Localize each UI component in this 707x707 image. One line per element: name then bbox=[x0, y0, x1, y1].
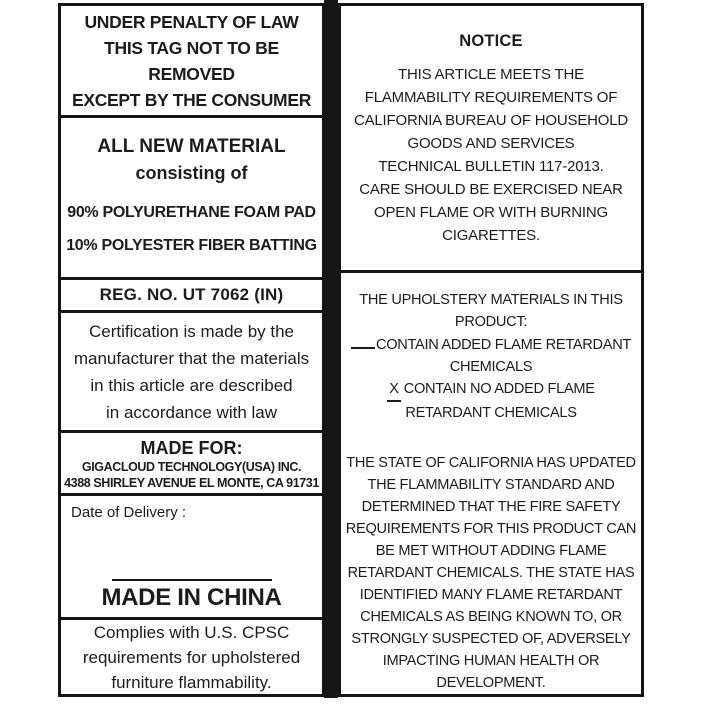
option-none-text: CONTAIN NO ADDED FLAME bbox=[403, 381, 595, 397]
state-update-line: DETERMINED THAT THE FIRE SAFETY bbox=[361, 499, 621, 515]
state-update-line: BE MET WITHOUT ADDING FLAME bbox=[375, 543, 607, 559]
material-component: 90% POLYURETHANE FOAM PAD bbox=[67, 203, 316, 221]
notice-line: GOODS AND SERVICES bbox=[407, 135, 575, 152]
option-added-line: CHEMICALS bbox=[449, 359, 533, 375]
option-added-line bbox=[351, 333, 631, 356]
certification-line: manufacturer that the materials bbox=[73, 348, 310, 368]
made-for-address: 4388 SHIRLEY AVENUE EL MONTE, CA 91731 bbox=[64, 476, 319, 490]
state-update-line: CHEMICALS AS BEING KNOWN TO, OR bbox=[360, 609, 622, 625]
disclosure-intro-line: PRODUCT: bbox=[454, 314, 528, 330]
delivery-write-line bbox=[112, 579, 272, 581]
cpsc-line: requirements for upholstered bbox=[82, 647, 301, 667]
state-update-block bbox=[346, 452, 636, 694]
made-for-company: GIGACLOUD TECHNOLOGY(USA) INC. bbox=[81, 460, 302, 474]
registration-number-section bbox=[61, 280, 322, 313]
notice-section bbox=[341, 6, 641, 273]
material-subtitle: consisting of bbox=[135, 162, 248, 183]
penalty-line: EXCEPT BY THE CONSUMER bbox=[71, 89, 312, 110]
flame-retardant-section bbox=[341, 273, 641, 694]
material-title: ALL NEW MATERIAL bbox=[97, 135, 286, 157]
penalty-line: UNDER PENALTY OF LAW bbox=[84, 11, 299, 32]
delivery-blank-space bbox=[61, 521, 322, 579]
center-divider-bar bbox=[324, 0, 338, 698]
date-of-delivery-label: Date of Delivery : bbox=[71, 504, 187, 521]
x-checkmark: X bbox=[387, 378, 400, 402]
notice-line: FLAMMABILITY REQUIREMENTS OF bbox=[364, 89, 618, 106]
state-update-line: DEVELOPMENT. bbox=[436, 675, 546, 691]
notice-line: OPEN FLAME OR WITH BURNING bbox=[374, 204, 608, 221]
left-column bbox=[58, 3, 325, 697]
notice-heading: NOTICE bbox=[459, 32, 523, 50]
cpsc-line: Complies with U.S. CPSC bbox=[93, 622, 290, 642]
notice-line: THIS ARTICLE MEETS THE bbox=[398, 66, 584, 83]
material-component: 10% POLYESTER FIBER BATTING bbox=[66, 236, 317, 254]
penalty-notice-section bbox=[61, 6, 322, 118]
delivery-origin-section bbox=[61, 496, 322, 620]
made-in-china-label: MADE IN CHINA bbox=[101, 584, 282, 611]
registration-number: REG. NO. UT 7062 (IN) bbox=[99, 285, 284, 304]
made-for-heading: MADE FOR: bbox=[140, 438, 243, 458]
state-update-line: REQUIREMENTS FOR THIS PRODUCT CAN bbox=[345, 521, 637, 537]
certification-section bbox=[61, 313, 322, 433]
disclosure-intro-line: THE UPHOLSTERY MATERIALS IN THIS bbox=[359, 292, 623, 308]
notice-line: CARE SHOULD BE EXERCISED NEAR bbox=[359, 181, 623, 198]
notice-line: TECHNICAL BULLETIN 117-2013. bbox=[378, 158, 604, 175]
notice-line: CALIFORNIA BUREAU OF HOUSEHOLD bbox=[353, 112, 629, 129]
state-update-line: IMPACTING HUMAN HEALTH OR bbox=[382, 653, 600, 669]
certification-line: in this article are described bbox=[90, 375, 293, 395]
materials-disclosure-block bbox=[351, 289, 631, 424]
notice-line: CIGARETTES. bbox=[442, 227, 540, 244]
made-for-section bbox=[61, 433, 322, 496]
state-update-line: RETARDANT CHEMICALS. THE STATE HAS bbox=[347, 565, 635, 581]
state-update-line: STRONGLY SUSPECTED OF, ADVERSELY bbox=[351, 631, 631, 647]
certification-line: in accordance with law bbox=[105, 402, 278, 422]
option-added-text: CONTAIN ADDED FLAME RETARDANT bbox=[375, 337, 632, 353]
option-none-line: RETARDANT CHEMICALS bbox=[405, 405, 577, 421]
state-update-line: THE STATE OF CALIFORNIA HAS UPDATED bbox=[346, 455, 636, 471]
certification-line: Certification is made by the bbox=[88, 321, 295, 341]
state-update-line: IDENTIFIED MANY FLAME RETARDANT bbox=[359, 587, 623, 603]
option-none-line bbox=[351, 378, 631, 402]
cpsc-line: furniture flammability. bbox=[111, 672, 272, 692]
right-column bbox=[338, 3, 644, 697]
blank-checkmark-line bbox=[351, 333, 375, 349]
state-update-line: THE FLAMMABILITY STANDARD AND bbox=[367, 477, 615, 493]
cpsc-compliance-section bbox=[61, 620, 322, 694]
material-contents-section bbox=[61, 118, 322, 280]
penalty-line: THIS TAG NOT TO BE REMOVED bbox=[104, 37, 279, 84]
